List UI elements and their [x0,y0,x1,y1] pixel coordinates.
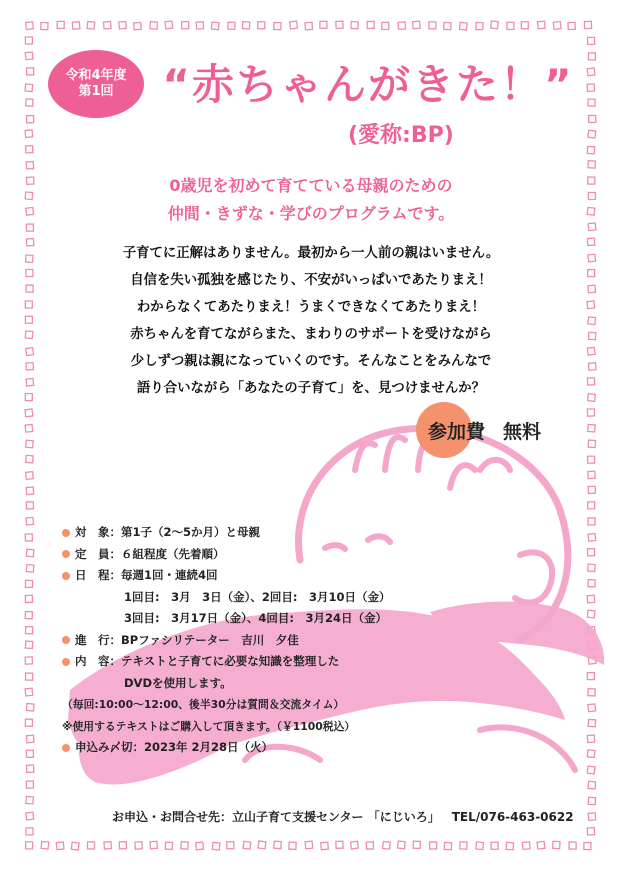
detail-target: 対 象：第1子（2～5か月）と母親 [62,522,492,544]
detail-time-note: （毎回:10:00～12:00、後半30分は質問＆交流タイム） [62,698,345,711]
detail-content: 内 容：テキストと子育てに必要な知識を整理した [62,651,492,673]
page-subtitle: (愛称:BP) [348,123,454,148]
message-line: わからなくてあたりまえ！うまくできなくてあたりまえ！ [136,300,486,315]
contact-text: お申込・お問合せ先：立山子育て支援センター 「にじいろ」 [112,810,440,824]
message-line: 語り合いながら「あなたの子育て」を、見つけませんか？ [136,381,486,396]
detail-text-note: ※使用するテキストはご購入して頂きます。（￥1100税込） [62,719,356,733]
message-block [70,240,552,402]
detail-capacity: 定 員：６組程度（先着順） [62,544,492,566]
fee-label: 参加費 [428,421,486,443]
fee-value: 無料 [503,421,542,443]
intro-text [90,172,532,228]
contact-tel: TEL/076-463-0622 [451,810,574,824]
fee-info [428,417,541,444]
message-line: 少しずつ親は親になっていくのです。そんなことをみんなで [130,354,492,369]
message-line: 子育てに正解はありません。最初から一人前の親はいません。 [122,246,500,261]
detail-sessions-2: 3回目: 3月17日（金）、4回目: 3月24日（金） [124,611,387,625]
bullet-icon [62,550,70,558]
intro-line-2: 仲間・きずな・学びのプログラムです。 [167,204,455,223]
detail-schedule: 日 程：毎週1回・連続4回 [62,565,492,587]
badge-year: 令和4年度 [65,68,127,83]
detail-content-2: DVDを使用します。 [124,675,232,690]
page-title: “赤ちゃんがきた！” [162,60,574,109]
bullet-icon [62,658,70,666]
detail-deadline: 申込み〆切：2023年 2月28日（火） [62,737,492,759]
message-line: 自信を失い孤独を感じたり、不安がいっぱいであたりまえ！ [130,273,492,288]
event-details [62,522,492,759]
contact-footer [112,808,574,825]
detail-sessions-1: 1回目: 3月 3日（金）、2回目: 3月10日（金） [124,589,391,604]
year-badge [48,50,144,118]
bullet-icon [62,529,70,537]
detail-facilitator: 進 行：BPファシリテーター 吉川 夕佳 [62,630,492,652]
bullet-icon [62,636,70,644]
bullet-icon [62,572,70,580]
bullet-icon [62,744,70,752]
message-line: 赤ちゃんを育てながらまた、まわりのサポートを受けながら [130,327,492,342]
intro-line-1: 0歳児を初めて育てている母親のための [169,176,453,195]
badge-session: 第1回 [78,84,114,99]
